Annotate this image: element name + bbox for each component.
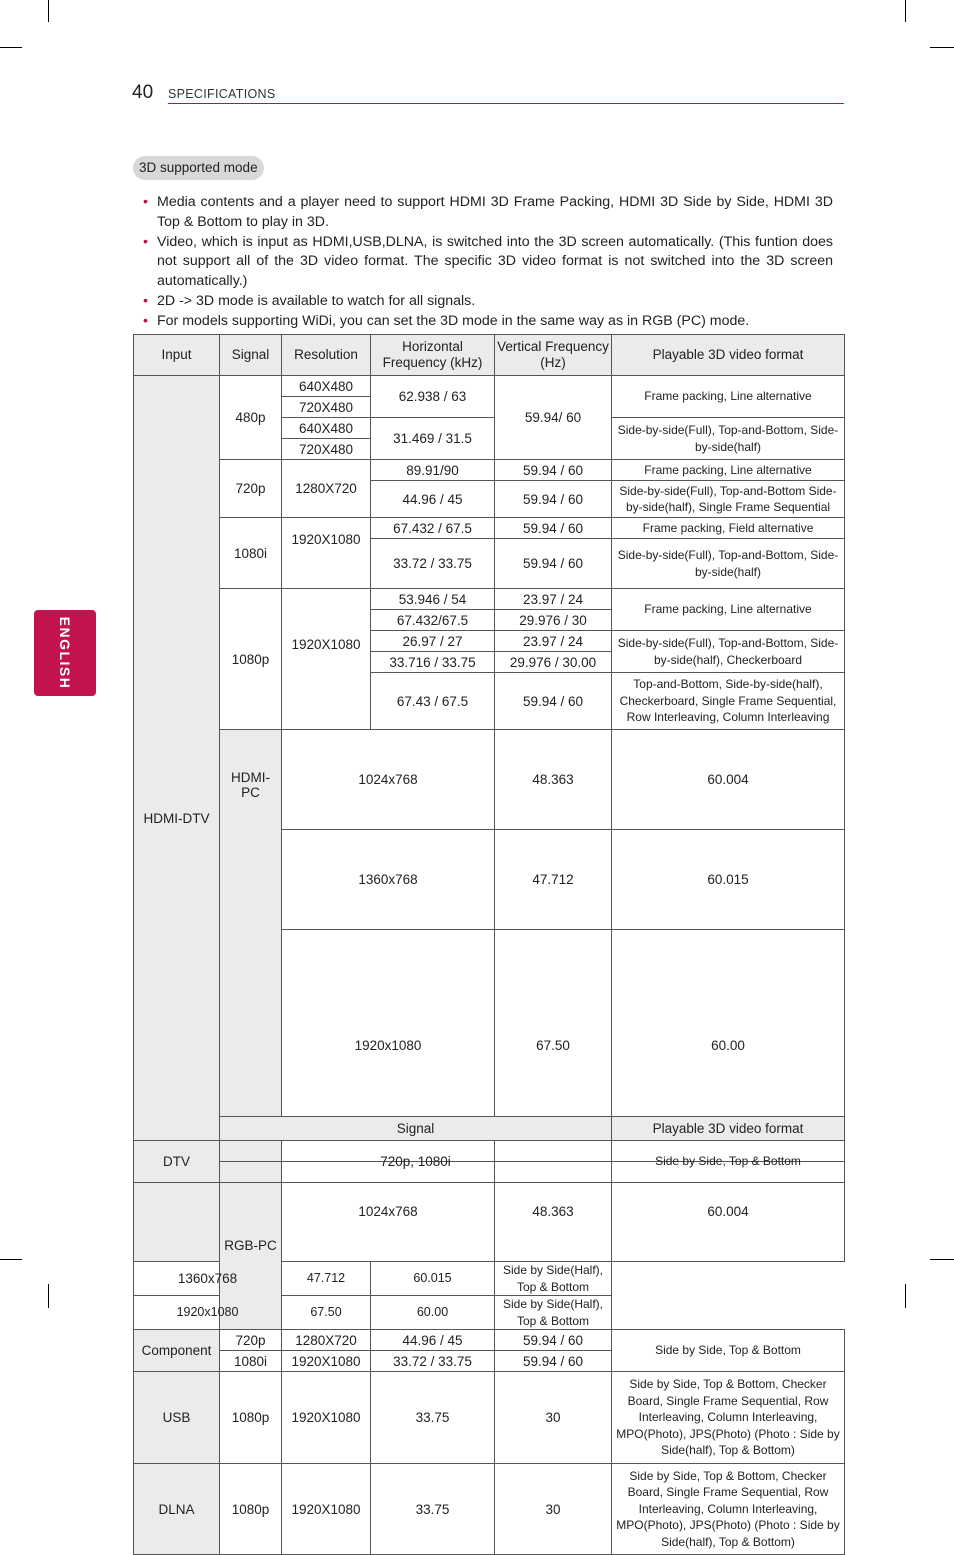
section-badge: 3D supported mode [133, 156, 264, 180]
crop-mark [0, 1259, 22, 1260]
vfreq-cell: 59.94 / 60 [495, 460, 612, 481]
resolution-cell: 1280X720 [282, 460, 371, 518]
format-cell: Frame packing, Line alternative [612, 589, 845, 631]
vfreq-cell: 60.00 [371, 1296, 495, 1330]
vfreq-cell: 60.015 [371, 1262, 495, 1296]
page-number: 40 [132, 82, 154, 103]
hfreq-cell: 26.97 / 27 [371, 631, 495, 652]
resolution-cell: 1920X1080 [282, 1464, 371, 1555]
signal-cell: 720p, 1080i [220, 1141, 612, 1183]
vfreq-cell: 60.004 [612, 730, 845, 830]
signal-cell: 1080p [220, 1372, 282, 1464]
table-row [134, 589, 845, 610]
input-cell: Component [134, 1330, 220, 1372]
hfreq-cell: 67.432 / 67.5 [371, 518, 495, 539]
bullet-icon: • [143, 233, 148, 250]
input-cell: RGB-PC [220, 1162, 282, 1330]
vfreq-cell: 59.94 / 60 [495, 481, 612, 518]
input-cell: DLNA [134, 1464, 220, 1555]
resolution-cell: 720X480 [282, 397, 371, 418]
vfreq-cell: 60.004 [612, 1162, 845, 1262]
hfreq-cell: 48.363 [495, 730, 612, 830]
signal-cell: 1080i [220, 1351, 282, 1372]
input-cell: USB [134, 1372, 220, 1464]
hfreq-cell: 33.72 / 33.75 [371, 1351, 495, 1372]
hfreq-cell: 67.432/67.5 [371, 610, 495, 631]
crop-mark [48, 0, 49, 22]
format-cell: Side-by-side(Full), Top-and-Bottom Side-by-side(half), Single Frame Sequential [612, 481, 845, 518]
hfreq-cell: 33.75 [371, 1464, 495, 1555]
bullet-icon: • [143, 292, 148, 309]
list-item [143, 233, 833, 292]
language-tab [34, 610, 96, 696]
header-resolution: Resolution [282, 335, 371, 376]
header-playable-format: Playable 3D video format [612, 335, 845, 376]
hfreq-cell: 33.716 / 33.75 [371, 652, 495, 673]
vfreq-cell: 59.94 / 60 [495, 1351, 612, 1372]
resolution-cell: 1920X1080 [282, 1351, 371, 1372]
section-title: SPECIFICATIONS [168, 87, 276, 101]
table-row [134, 1464, 845, 1555]
vfreq-cell: 59.94 / 60 [495, 518, 612, 539]
crop-mark [48, 1284, 49, 1308]
table-row [134, 518, 845, 539]
header-signal: Signal [220, 1117, 612, 1141]
hfreq-cell: 48.363 [495, 1162, 612, 1262]
dtv-table [133, 1116, 845, 1183]
hfreq-cell: 31.469 / 31.5 [371, 418, 495, 460]
hfreq-cell: 33.75 [371, 1372, 495, 1464]
hfreq-cell: 44.96 / 45 [371, 481, 495, 518]
vfreq-cell: 59.94/ 60 [495, 376, 612, 460]
bullet-text: 2D -> 3D mode is available to watch for all signals. [157, 292, 476, 309]
vfreq-cell: 29.976 / 30 [495, 610, 612, 631]
vfreq-cell: 59.94 / 60 [495, 539, 612, 589]
vfreq-cell: 30 [495, 1464, 612, 1555]
resolution-cell: 1024x768 [282, 1162, 495, 1262]
language-label: ENGLISH [57, 616, 73, 690]
list-item [143, 312, 833, 332]
input-cell: HDMI-DTV [134, 376, 220, 1262]
empty-cell [134, 1117, 220, 1141]
bullet-list [143, 193, 833, 332]
resolution-cell: 1280X720 [282, 1330, 371, 1351]
bullet-text: Media contents and a player need to support HDMI 3D Frame Packing, HDMI 3D Side by Side, HDMI 3D Top & Bottom to play in 3D. [157, 194, 833, 230]
vfreq-cell: 59.94 / 60 [495, 1330, 612, 1351]
bullet-icon: • [143, 194, 148, 210]
bullet-icon: • [143, 312, 148, 329]
hfreq-cell: 67.50 [495, 930, 612, 1162]
bullet-text: Video, which is input as HDMI,USB,DLNA, is switched into the 3D screen automatically. (This funtion does not support all of the 3D video format. The specific 3D video format is not switched into the 3D screen automatically.) [157, 233, 833, 290]
input-cell: HDMI-PC [220, 730, 282, 1162]
resolution-cell: 640X480 [282, 376, 371, 397]
table-header-row [134, 335, 845, 376]
format-cell: Side by Side(Half), Top & Bottom [495, 1262, 612, 1296]
crop-mark [905, 1284, 906, 1308]
header-playable-format: Playable 3D video format [612, 1117, 845, 1141]
vfreq-cell: 60.00 [612, 930, 845, 1162]
header-signal: Signal [220, 335, 282, 376]
resolution-cell: 1360x768 [282, 830, 495, 930]
bullet-text: For models supporting WiDi, you can set the 3D mode in the same way as in RGB (PC) mode. [157, 312, 750, 329]
resolution-cell: 1920X1080 [282, 1372, 371, 1464]
format-cell: Top-and-Bottom, Side-by-side(half), Checkerboard, Single Frame Sequential, Row Interleaving, Column Interleaving [612, 673, 845, 730]
resolution-cell: 1024x768 [282, 730, 495, 830]
hfreq-cell: 47.712 [282, 1262, 371, 1296]
3d-mode-table [133, 334, 845, 1555]
table-header-row [134, 1117, 845, 1141]
table-row [134, 376, 845, 397]
vfreq-cell: 59.94 / 60 [495, 673, 612, 730]
hfreq-cell: 62.938 / 63 [371, 376, 495, 418]
format-cell: Frame packing, Line alternative [612, 460, 845, 481]
format-cell: Side by Side, Top & Bottom, Checker Board, Single Frame Sequential, Row Interleaving, Column Interleaving, MPO(Photo), JPS(Photo) (Photo : Side by Side(half), Top & Bottom) [612, 1372, 845, 1464]
signal-cell: 1080i [220, 518, 282, 589]
header-horizontal-frequency: Horizontal Frequency (kHz) [371, 335, 495, 376]
crop-mark [0, 47, 22, 48]
format-cell: Side-by-side(Full), Top-and-Bottom, Side-by-side(half) [612, 539, 845, 589]
vfreq-cell: 23.97 / 24 [495, 589, 612, 610]
resolution-cell: 1360x768 [134, 1262, 282, 1296]
crop-mark [905, 0, 906, 22]
hfreq-cell: 44.96 / 45 [371, 1330, 495, 1351]
list-item [143, 193, 833, 233]
format-cell: Side-by-side(Full), Top-and-Bottom, Side-by-side(half), Checkerboard [612, 631, 845, 673]
format-cell: Side by Side, Top & Bottom, Checker Board, Single Frame Sequential, Row Interleaving, Column Interleaving, MPO(Photo), JPS(Photo) (Photo : Side by Side(half), Top & Bottom) [612, 1464, 845, 1555]
crop-mark [930, 1259, 954, 1260]
hfreq-cell: 89.91/90 [371, 460, 495, 481]
signal-cell: 720p [220, 460, 282, 518]
table-row [134, 1330, 845, 1351]
hfreq-cell: 33.72 / 33.75 [371, 539, 495, 589]
table-row [134, 1372, 845, 1464]
resolution-cell: 1920X1080 [282, 589, 371, 730]
resolution-cell: 1920X1080 [282, 518, 371, 589]
signal-cell: 480p [220, 376, 282, 460]
header-vertical-frequency: Vertical Frequency (Hz) [495, 335, 612, 376]
signal-cell: 1080p [220, 589, 282, 730]
resolution-cell: 720X480 [282, 439, 371, 460]
header-input: Input [134, 335, 220, 376]
header-rule [168, 103, 844, 104]
signal-cell: 720p [220, 1330, 282, 1351]
format-cell: Frame packing, Field alternative [612, 518, 845, 539]
vfreq-cell: 29.976 / 30.00 [495, 652, 612, 673]
format-cell: Side by Side, Top & Bottom [612, 1141, 845, 1183]
vfreq-cell: 23.97 / 24 [495, 631, 612, 652]
crop-mark [930, 47, 954, 48]
signal-cell: 1080p [220, 1464, 282, 1555]
format-cell: Side by Side(Half), Top & Bottom [495, 1296, 612, 1330]
vfreq-cell: 30 [495, 1372, 612, 1464]
table-row [134, 460, 845, 481]
vfreq-cell: 60.015 [612, 830, 845, 930]
format-cell: Side-by-side(Full), Top-and-Bottom, Side-by-side(half) [612, 418, 845, 460]
table-row [134, 1296, 845, 1330]
list-item [143, 292, 833, 312]
hfreq-cell: 53.946 / 54 [371, 589, 495, 610]
resolution-cell: 1920x1080 [282, 930, 495, 1162]
table-row [134, 730, 845, 830]
input-cell: DTV [134, 1141, 220, 1183]
format-cell: Frame packing, Line alternative [612, 376, 845, 418]
table-row [134, 1262, 845, 1296]
format-cell: Side by Side, Top & Bottom [612, 1330, 845, 1372]
resolution-cell: 640X480 [282, 418, 371, 439]
table-row [134, 1141, 845, 1183]
resolution-cell: 1920x1080 [134, 1296, 282, 1330]
hfreq-cell: 67.43 / 67.5 [371, 673, 495, 730]
hfreq-cell: 47.712 [495, 830, 612, 930]
hfreq-cell: 67.50 [282, 1296, 371, 1330]
